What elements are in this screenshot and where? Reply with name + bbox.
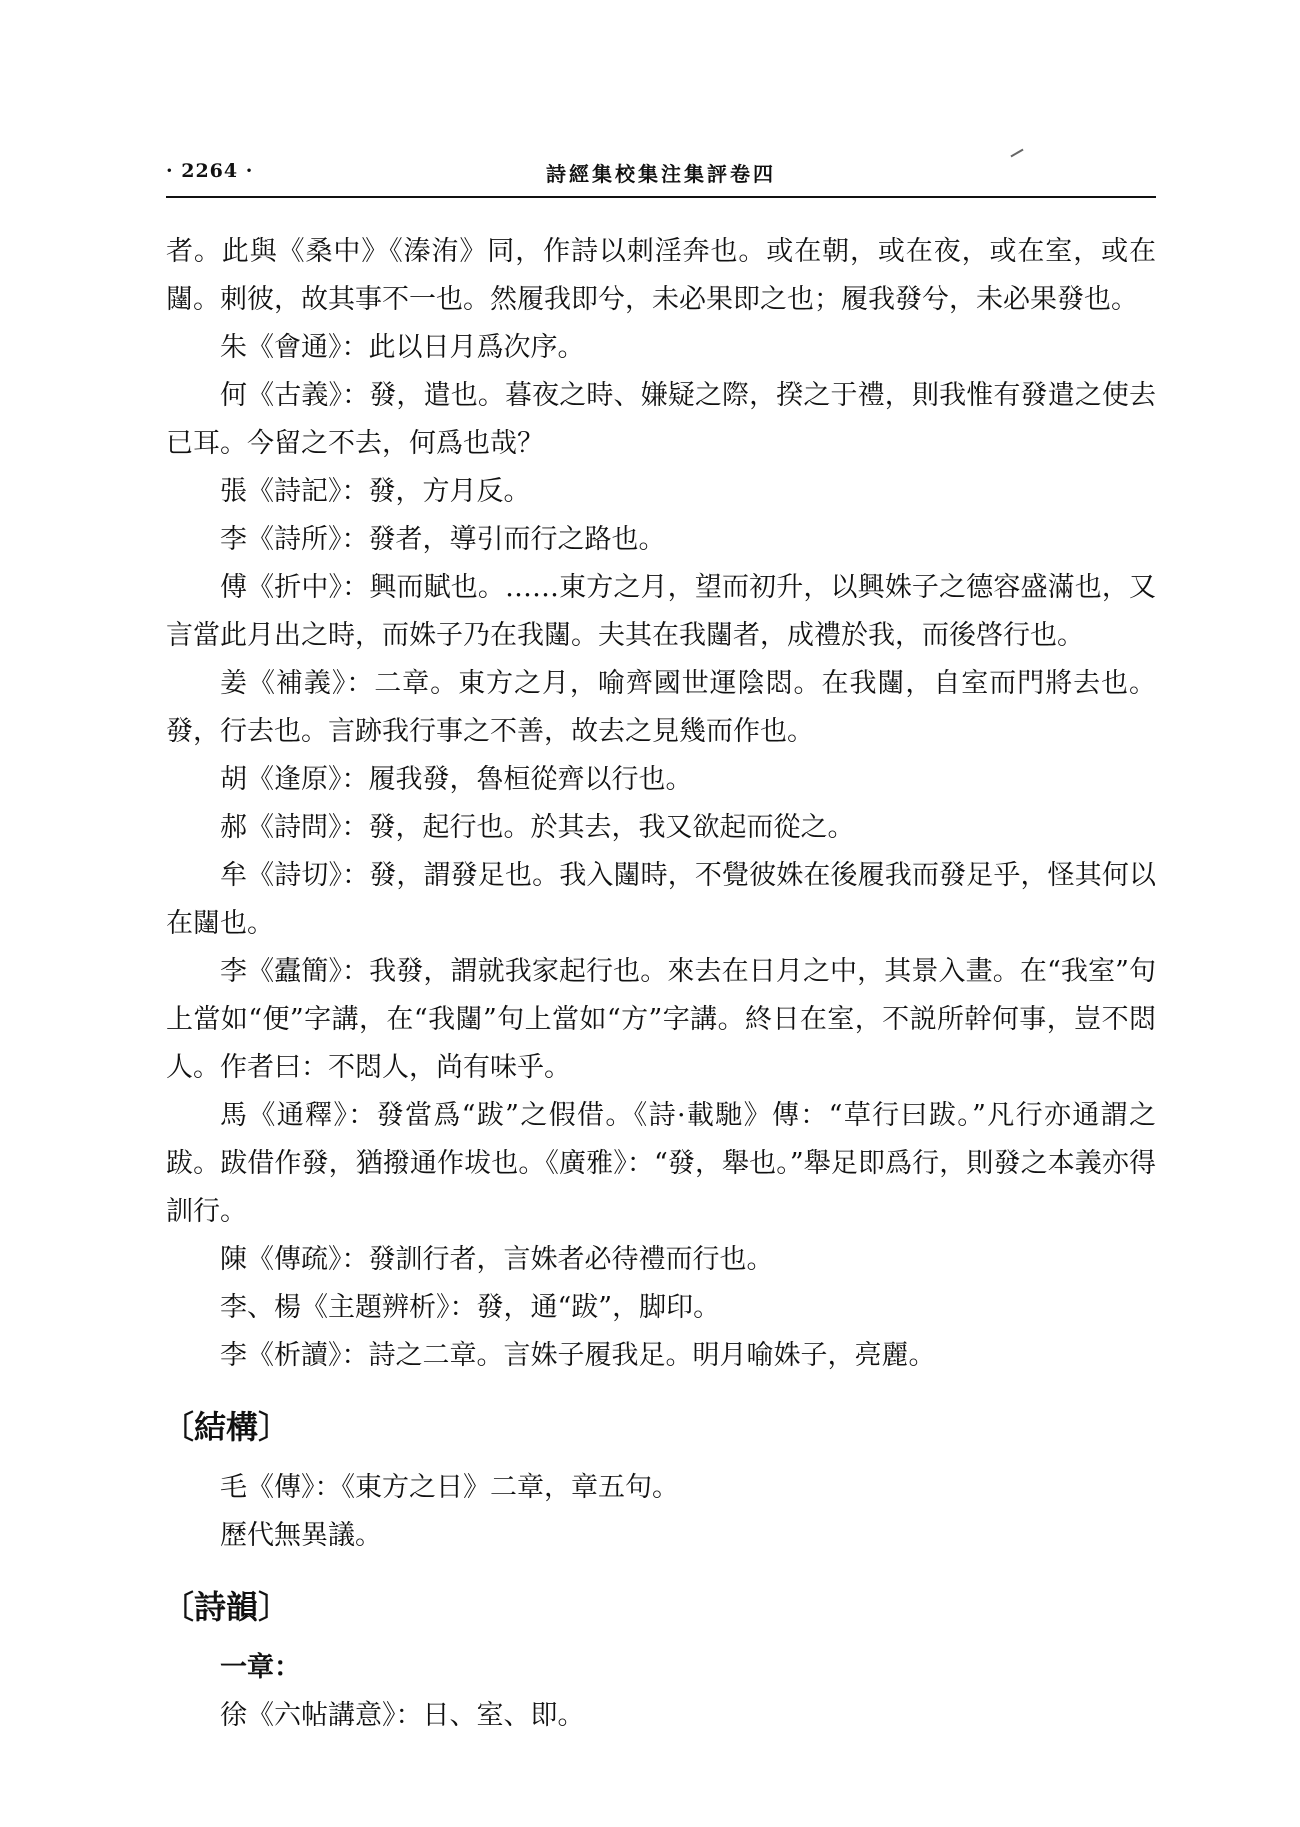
paragraph: 何《古義》：發，遣也。暮夜之時、嫌疑之際，揆之于禮，則我惟有發遣之使去已耳。今留之不去，何爲也哉？ (166, 380, 1156, 459)
paragraph: 陳《傳疏》：發訓行者，言姝者必待禮而行也。 (220, 1244, 774, 1275)
paragraph: 胡《逢原》：履我發，魯桓從齊以行也。 (220, 764, 693, 795)
paragraph: 毛《傳》：《東方之日》二章，章五句。 (220, 1472, 679, 1503)
paragraph: 李《析讀》：詩之二章。言姝子履我足。明月喻姝子，亮麗。 (220, 1340, 936, 1371)
section-heading-rhyme: 〔詩韻〕 (162, 1588, 291, 1626)
paragraph: 郝《詩問》：發，起行也。於其去，我又欲起而從之。 (220, 812, 855, 843)
paragraph: 張《詩記》：發，方月反。 (220, 476, 531, 507)
subheading: 一章： (220, 1652, 301, 1683)
paragraph: 李《詩所》：發者，導引而行之路也。 (220, 524, 666, 555)
stray-mark (1010, 149, 1023, 158)
paragraph: 李《蠹簡》：我發，謂就我家起行也。來去在日月之中，其景入畫。在“我室”句上當如“便”字講，在“我闥”句上當如“方”字講。終日在室，不説所幹何事，豈不悶人。作者曰：不悶人，尚有味乎。 (166, 956, 1156, 1083)
paragraph: 者。此與《桑中》《溱洧》同，作詩以刺淫奔也。或在朝，或在夜，或在室，或在闥。刺彼，故其事不一也。然履我即兮，未必果即之也；履我發兮，未必果發也。 (166, 236, 1156, 315)
paragraph: 牟《詩切》：發，謂發足也。我入闥時，不覺彼姝在後履我而發足乎，怪其何以在闥也。 (166, 860, 1156, 939)
page-header (166, 160, 1156, 190)
paragraph: 歷代無異議。 (220, 1520, 382, 1551)
paragraph: 徐《六帖講意》：日、室、即。 (220, 1700, 585, 1731)
section-heading-structure: 〔結構〕 (162, 1408, 291, 1446)
paragraph: 馬《通釋》：發當爲“跋”之假借。《詩·載馳》傳：“草行曰跋。”凡行亦通謂之跋。跋借作發，猶撥通作坺也。《廣雅》：“發，舉也。”舉足即爲行，則發之本義亦得訓行。 (166, 1100, 1156, 1227)
page-body (162, 228, 1156, 1740)
header-rule (166, 196, 1156, 198)
paragraph: 李、楊《主題辨析》：發，通“跋”，脚印。 (220, 1292, 721, 1323)
paragraph: 傅《折中》：興而賦也。……東方之月，望而初升，以興姝子之德容盛滿也，又言當此月出之時，而姝子乃在我闥。夫其在我闥者，成禮於我，而後啓行也。 (166, 572, 1156, 651)
page-number: · 2264 · (166, 160, 254, 182)
paragraph: 朱《會通》：此以日月爲次序。 (220, 332, 585, 363)
running-title: 詩經集校集注集評卷四 (546, 162, 776, 186)
paragraph: 姜《補義》：二章。東方之月，喻齊國世運陰悶。在我闥，自室而門將去也。發，行去也。言跡我行事之不善，故去之見幾而作也。 (166, 668, 1156, 747)
